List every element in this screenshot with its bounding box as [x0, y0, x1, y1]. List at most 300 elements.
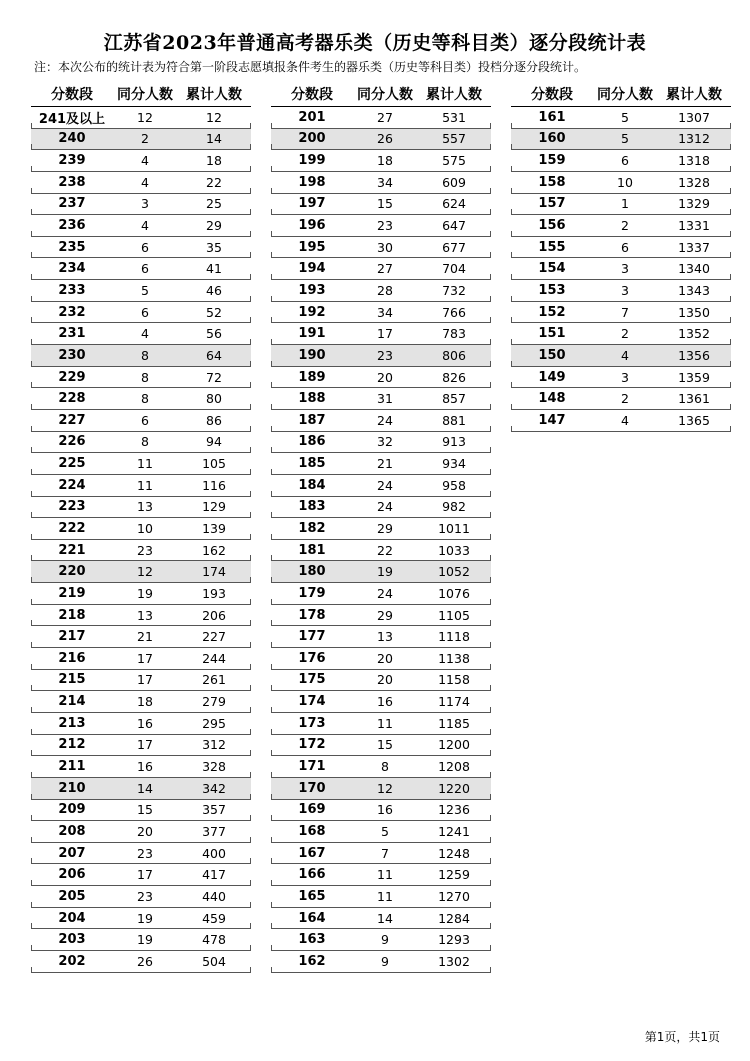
cell-count: 12	[137, 109, 153, 125]
cell-score: 234	[58, 261, 86, 277]
cell-count: 24	[377, 477, 393, 493]
cell-count: 13	[137, 607, 153, 623]
cell-count: 26	[137, 953, 153, 969]
cell-count: 6	[621, 239, 629, 255]
cell-cumulative: 1138	[438, 650, 470, 666]
cell-cumulative: 162	[202, 542, 226, 558]
table-row	[31, 475, 251, 497]
table-row	[271, 908, 491, 930]
cell-score: 214	[58, 694, 86, 710]
cell-cumulative: 244	[202, 650, 226, 666]
table-row	[271, 843, 491, 865]
table-body	[511, 107, 731, 432]
cell-count: 17	[377, 326, 393, 342]
header-count: 同分人数	[117, 87, 173, 103]
cell-count: 23	[137, 845, 153, 861]
table-row	[31, 561, 251, 583]
table-row	[271, 172, 491, 194]
cell-count: 19	[137, 585, 153, 601]
cell-score: 201	[298, 109, 326, 125]
table-row	[511, 172, 731, 194]
table-row	[511, 410, 731, 432]
cell-cumulative: 881	[442, 412, 466, 428]
cell-cumulative: 139	[202, 520, 226, 536]
cell-score: 235	[58, 239, 86, 255]
table-column-3	[511, 82, 731, 432]
table-row	[511, 150, 731, 172]
cell-count: 7	[381, 845, 389, 861]
cell-cumulative: 704	[442, 261, 466, 277]
cell-score: 152	[538, 304, 566, 320]
cell-cumulative: 357	[202, 802, 226, 818]
cell-count: 3	[621, 282, 629, 298]
cell-count: 5	[381, 823, 389, 839]
table-row	[31, 280, 251, 302]
cell-count: 15	[377, 737, 393, 753]
cell-count: 15	[377, 196, 393, 212]
cell-cumulative: 1236	[438, 802, 470, 818]
cell-cumulative: 1259	[438, 867, 470, 883]
cell-score: 178	[298, 607, 326, 623]
cell-cumulative: 279	[202, 694, 226, 710]
cell-score: 190	[298, 347, 326, 363]
cell-cumulative: 1328	[678, 174, 710, 190]
cell-cumulative: 677	[442, 239, 466, 255]
table-row	[31, 864, 251, 886]
cell-count: 27	[377, 261, 393, 277]
table-row	[31, 670, 251, 692]
table-row	[31, 432, 251, 454]
cell-score: 168	[298, 823, 326, 839]
table-row	[511, 107, 731, 129]
cell-score: 150	[538, 347, 566, 363]
table-row	[31, 345, 251, 367]
cell-count: 10	[617, 174, 633, 190]
cell-score: 171	[298, 759, 326, 775]
cell-count: 9	[381, 953, 389, 969]
cell-score: 172	[298, 737, 326, 753]
cell-cumulative: 94	[206, 434, 222, 450]
cell-cumulative: 1220	[438, 780, 470, 796]
cell-score: 200	[298, 131, 326, 147]
cell-count: 16	[137, 715, 153, 731]
cell-count: 4	[621, 412, 629, 428]
cell-cumulative: 732	[442, 282, 466, 298]
cell-count: 6	[141, 412, 149, 428]
table-row	[271, 215, 491, 237]
cell-cumulative: 22	[206, 174, 222, 190]
table-row	[271, 237, 491, 259]
cell-score: 183	[298, 499, 326, 515]
header-cumulative: 累计人数	[666, 87, 722, 103]
table-row	[31, 951, 251, 973]
cell-cumulative: 46	[206, 282, 222, 298]
cell-cumulative: 1076	[438, 585, 470, 601]
cell-score: 198	[298, 174, 326, 190]
cell-cumulative: 1241	[438, 823, 470, 839]
cell-count: 14	[137, 780, 153, 796]
cell-count: 15	[137, 802, 153, 818]
cell-count: 16	[377, 694, 393, 710]
cell-score: 213	[58, 715, 86, 731]
cell-cumulative: 35	[206, 239, 222, 255]
table-row	[271, 670, 491, 692]
table-row	[271, 735, 491, 757]
cell-score: 162	[298, 953, 326, 969]
cell-cumulative: 1284	[438, 910, 470, 926]
cell-score: 163	[298, 932, 326, 948]
cell-count: 8	[141, 347, 149, 363]
cell-cumulative: 1312	[678, 131, 710, 147]
table-row	[271, 540, 491, 562]
table-row	[31, 691, 251, 713]
table-body	[31, 107, 251, 973]
table-row	[271, 388, 491, 410]
table-row	[271, 453, 491, 475]
cell-score: 218	[58, 607, 86, 623]
cell-cumulative: 1331	[678, 218, 710, 234]
cell-score: 207	[58, 845, 86, 861]
cell-count: 11	[137, 456, 153, 472]
cell-count: 19	[377, 564, 393, 580]
header-count: 同分人数	[597, 87, 653, 103]
cell-count: 14	[377, 910, 393, 926]
cell-count: 2	[621, 218, 629, 234]
table-row	[31, 583, 251, 605]
cell-score: 205	[58, 888, 86, 904]
cell-cumulative: 557	[442, 131, 466, 147]
table-row	[271, 756, 491, 778]
cell-score: 226	[58, 434, 86, 450]
table-row	[511, 345, 731, 367]
cell-cumulative: 312	[202, 737, 226, 753]
cell-cumulative: 1248	[438, 845, 470, 861]
table-row	[31, 626, 251, 648]
cell-score: 189	[298, 369, 326, 385]
cell-cumulative: 1033	[438, 542, 470, 558]
cell-count: 21	[137, 629, 153, 645]
cell-cumulative: 14	[206, 131, 222, 147]
table-row	[271, 107, 491, 129]
cell-count: 19	[137, 910, 153, 926]
cell-score: 241及以上	[38, 111, 106, 127]
cell-count: 21	[377, 456, 393, 472]
cell-count: 8	[141, 369, 149, 385]
cell-cumulative: 52	[206, 304, 222, 320]
cell-count: 4	[141, 218, 149, 234]
cell-score: 197	[298, 196, 326, 212]
cell-cumulative: 1318	[678, 153, 710, 169]
cell-cumulative: 86	[206, 412, 222, 428]
cell-score: 209	[58, 802, 86, 818]
table-row	[31, 107, 251, 129]
cell-score: 229	[58, 369, 86, 385]
cell-count: 6	[141, 304, 149, 320]
cell-count: 24	[377, 499, 393, 515]
cell-score: 167	[298, 845, 326, 861]
cell-score: 204	[58, 910, 86, 926]
cell-score: 222	[58, 520, 86, 536]
cell-cumulative: 459	[202, 910, 226, 926]
cell-count: 11	[137, 477, 153, 493]
cell-count: 20	[377, 650, 393, 666]
cell-cumulative: 227	[202, 629, 226, 645]
table-row	[271, 778, 491, 800]
table-row	[511, 215, 731, 237]
cell-score: 191	[298, 326, 326, 342]
table-row	[271, 800, 491, 822]
cell-cumulative: 609	[442, 174, 466, 190]
cell-count: 2	[141, 131, 149, 147]
cell-cumulative: 624	[442, 196, 466, 212]
table-header	[271, 82, 491, 107]
cell-count: 18	[137, 694, 153, 710]
cell-cumulative: 105	[202, 456, 226, 472]
cell-score: 179	[298, 585, 326, 601]
cell-score: 173	[298, 715, 326, 731]
table-row	[31, 194, 251, 216]
cell-cumulative: 1270	[438, 888, 470, 904]
cell-cumulative: 417	[202, 867, 226, 883]
cell-cumulative: 1356	[678, 347, 710, 363]
cell-score: 227	[58, 412, 86, 428]
table-row	[31, 735, 251, 757]
table-row	[31, 302, 251, 324]
table-row	[511, 367, 731, 389]
cell-cumulative: 1200	[438, 737, 470, 753]
header-score: 分数段	[291, 87, 333, 103]
cell-count: 23	[137, 888, 153, 904]
cell-score: 221	[58, 542, 86, 558]
cell-score: 156	[538, 218, 566, 234]
table-row	[511, 323, 731, 345]
cell-count: 34	[377, 304, 393, 320]
cell-count: 34	[377, 174, 393, 190]
table-row	[271, 497, 491, 519]
table-body	[271, 107, 491, 973]
cell-cumulative: 377	[202, 823, 226, 839]
table-row	[271, 475, 491, 497]
cell-cumulative: 1302	[438, 953, 470, 969]
table-row	[271, 951, 491, 973]
cell-count: 29	[377, 520, 393, 536]
table-row	[271, 323, 491, 345]
cell-score: 169	[298, 802, 326, 818]
cell-cumulative: 1174	[438, 694, 470, 710]
cell-cumulative: 400	[202, 845, 226, 861]
cell-count: 11	[377, 867, 393, 883]
cell-count: 4	[141, 326, 149, 342]
cell-count: 12	[137, 564, 153, 580]
cell-score: 151	[538, 326, 566, 342]
cell-count: 9	[381, 932, 389, 948]
cell-count: 19	[137, 932, 153, 948]
cell-count: 5	[141, 282, 149, 298]
cell-score: 157	[538, 196, 566, 212]
header-count: 同分人数	[357, 87, 413, 103]
cell-cumulative: 342	[202, 780, 226, 796]
cell-cumulative: 206	[202, 607, 226, 623]
table-row	[31, 605, 251, 627]
cell-cumulative: 440	[202, 888, 226, 904]
cell-score: 230	[58, 347, 86, 363]
cell-count: 20	[137, 823, 153, 839]
cell-count: 26	[377, 131, 393, 147]
cell-score: 154	[538, 261, 566, 277]
cell-cumulative: 1208	[438, 759, 470, 775]
table-row	[271, 605, 491, 627]
cell-score: 176	[298, 650, 326, 666]
table-note: 注：本次公布的统计表为符合第一阶段志愿填报条件考生的器乐类（历史等科目类）投档分逐分段统计。	[34, 60, 587, 74]
cell-count: 17	[137, 737, 153, 753]
cell-score: 228	[58, 391, 86, 407]
table-row	[511, 237, 731, 259]
table-row	[31, 453, 251, 475]
cell-count: 4	[141, 174, 149, 190]
table-row	[271, 194, 491, 216]
cell-score: 194	[298, 261, 326, 277]
cell-score: 153	[538, 282, 566, 298]
header-score: 分数段	[51, 87, 93, 103]
table-row	[271, 691, 491, 713]
cell-score: 147	[538, 412, 566, 428]
table-row	[31, 215, 251, 237]
cell-cumulative: 1352	[678, 326, 710, 342]
cell-score: 239	[58, 153, 86, 169]
cell-count: 17	[137, 650, 153, 666]
cell-score: 236	[58, 218, 86, 234]
cell-score: 174	[298, 694, 326, 710]
cell-cumulative: 1343	[678, 282, 710, 298]
cell-count: 12	[377, 780, 393, 796]
cell-score: 212	[58, 737, 86, 753]
cell-cumulative: 958	[442, 477, 466, 493]
cell-score: 170	[298, 780, 326, 796]
cell-count: 13	[137, 499, 153, 515]
cell-count: 3	[621, 369, 629, 385]
cell-score: 184	[298, 477, 326, 493]
table-row	[31, 388, 251, 410]
cell-score: 195	[298, 239, 326, 255]
table-row	[31, 129, 251, 151]
cell-score: 210	[58, 780, 86, 796]
cell-cumulative: 857	[442, 391, 466, 407]
table-row	[31, 821, 251, 843]
cell-cumulative: 56	[206, 326, 222, 342]
cell-score: 165	[298, 888, 326, 904]
table-row	[31, 800, 251, 822]
table-row	[271, 258, 491, 280]
cell-score: 161	[538, 109, 566, 125]
table-row	[511, 302, 731, 324]
table-row	[31, 323, 251, 345]
cell-cumulative: 129	[202, 499, 226, 515]
table-row	[271, 129, 491, 151]
cell-cumulative: 1365	[678, 412, 710, 428]
cell-score: 217	[58, 629, 86, 645]
cell-count: 17	[137, 867, 153, 883]
cell-score: 158	[538, 174, 566, 190]
cell-count: 22	[377, 542, 393, 558]
cell-cumulative: 1105	[438, 607, 470, 623]
cell-cumulative: 531	[442, 109, 466, 125]
header-cumulative: 累计人数	[186, 87, 242, 103]
cell-cumulative: 478	[202, 932, 226, 948]
header-cumulative: 累计人数	[426, 87, 482, 103]
table-row	[271, 561, 491, 583]
cell-count: 1	[621, 196, 629, 212]
table-row	[31, 172, 251, 194]
cell-count: 23	[137, 542, 153, 558]
cell-count: 8	[141, 434, 149, 450]
table-row	[511, 258, 731, 280]
page-footer: 第1页，共1页	[644, 1030, 720, 1044]
table-row	[271, 518, 491, 540]
cell-count: 6	[141, 261, 149, 277]
table-row	[511, 388, 731, 410]
cell-score: 148	[538, 391, 566, 407]
table-row	[31, 258, 251, 280]
cell-cumulative: 193	[202, 585, 226, 601]
cell-cumulative: 504	[202, 953, 226, 969]
cell-count: 29	[377, 607, 393, 623]
cell-score: 238	[58, 174, 86, 190]
cell-count: 24	[377, 412, 393, 428]
table-header	[511, 82, 731, 107]
cell-count: 18	[377, 153, 393, 169]
cell-score: 203	[58, 932, 86, 948]
table-column-2	[271, 82, 491, 973]
cell-cumulative: 982	[442, 499, 466, 515]
table-row	[511, 280, 731, 302]
cell-score: 182	[298, 520, 326, 536]
cell-score: 177	[298, 629, 326, 645]
table-row	[271, 302, 491, 324]
table-row	[271, 713, 491, 735]
cell-cumulative: 934	[442, 456, 466, 472]
cell-cumulative: 25	[206, 196, 222, 212]
table-row	[271, 410, 491, 432]
cell-cumulative: 1011	[438, 520, 470, 536]
page-title: 江苏省2023年普通高考器乐类（历史等科目类）逐分段统计表	[103, 32, 647, 54]
table-row	[511, 194, 731, 216]
cell-cumulative: 174	[202, 564, 226, 580]
cell-score: 166	[298, 867, 326, 883]
cell-score: 186	[298, 434, 326, 450]
cell-score: 211	[58, 759, 86, 775]
cell-count: 13	[377, 629, 393, 645]
cell-score: 231	[58, 326, 86, 342]
table-row	[271, 864, 491, 886]
table-row	[31, 886, 251, 908]
cell-cumulative: 1185	[438, 715, 470, 731]
cell-score: 225	[58, 456, 86, 472]
cell-score: 208	[58, 823, 86, 839]
cell-cumulative: 1307	[678, 109, 710, 125]
cell-score: 160	[538, 131, 566, 147]
cell-count: 16	[137, 759, 153, 775]
cell-count: 27	[377, 109, 393, 125]
cell-cumulative: 116	[202, 477, 226, 493]
cell-cumulative: 295	[202, 715, 226, 731]
cell-count: 6	[141, 239, 149, 255]
cell-score: 192	[298, 304, 326, 320]
table-row	[31, 929, 251, 951]
table-row	[31, 540, 251, 562]
table-row	[31, 778, 251, 800]
table-row	[271, 367, 491, 389]
cell-score: 232	[58, 304, 86, 320]
